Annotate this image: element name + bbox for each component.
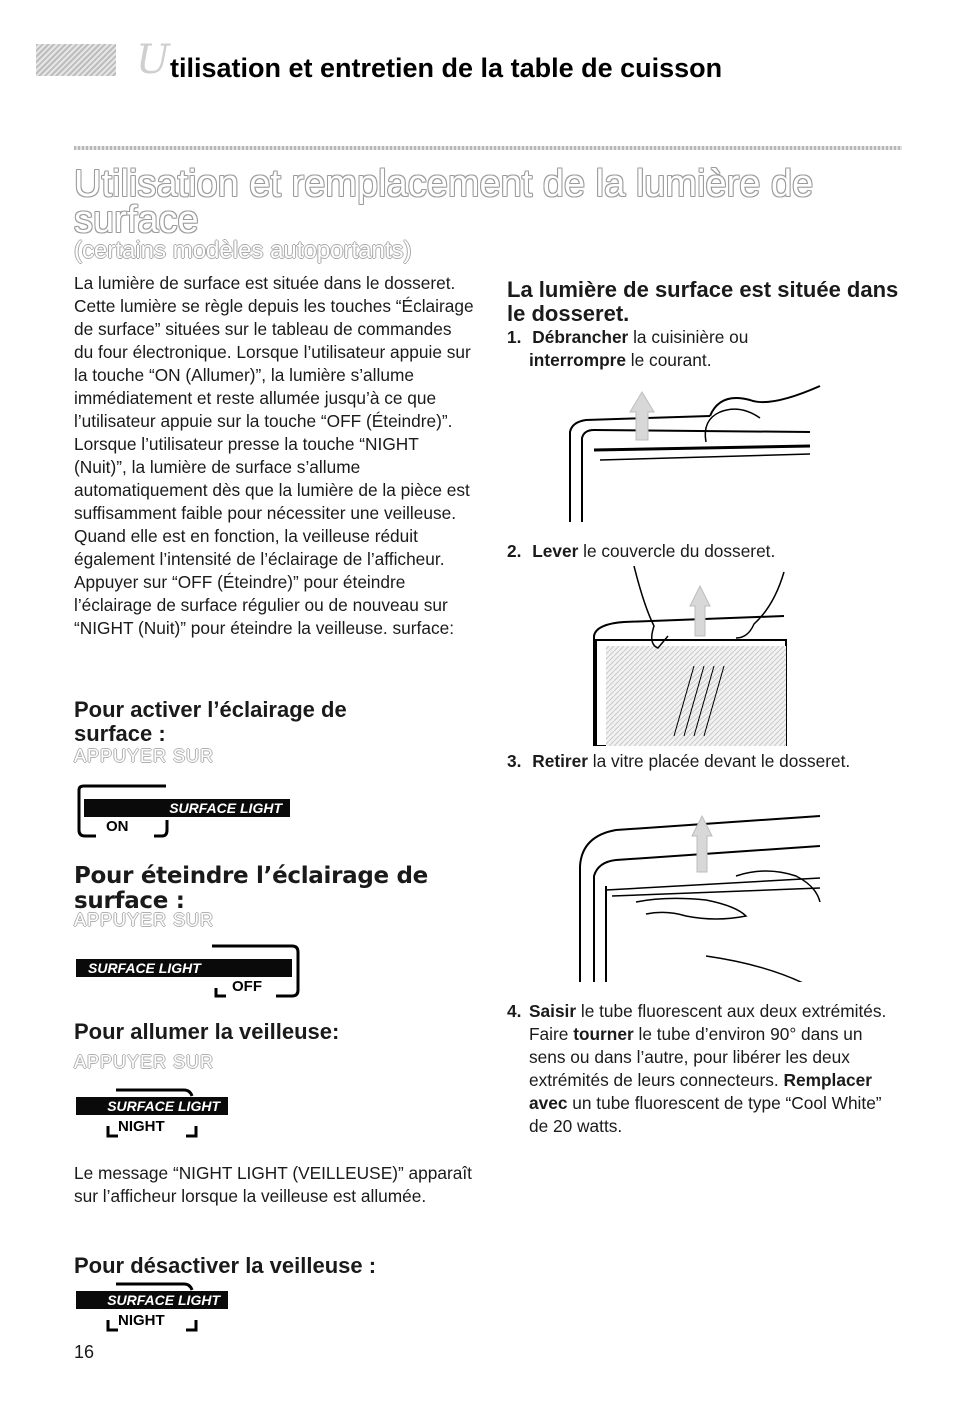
step-action: Retirer: [532, 751, 588, 771]
step-action: tourner: [573, 1024, 634, 1044]
page-number: 16: [74, 1342, 95, 1362]
intro-paragraph: La lumière de surface est située dans le dosseret. Cette lumière se règle depuis les touches “Éclairage de surface” situées sur le tableau de commandes du four électronique. Lorsque l’utilisateur appuie sur la touche “ON (Allumer)”, la lumière s’allume immédiatement et reste allumée jusqu’à ce que l’utilisateur appuie sur la touche “OFF (Éteindre)”. Lorsque l’utilisateur presse la touche “NIGHT (Nuit)”, la lumière de surface s’allume automatiquement dès que la lumière de la pièce est suffisamment faible pour nécessiter une veilleuse. Quand elle est en fonction, la veilleuse réduit également l’intensité de l’éclairage de l’afficheur. Appuyer sur “OFF (Éteindre)” pour éteindre l’éclairage de surface régulier ou de nouveau sur “NIGHT (Nuit)” pour éteindre la veilleuse. surface:: [74, 273, 474, 638]
step-action: Saisir: [529, 1001, 577, 1021]
surface-light-night-key: [76, 1082, 236, 1144]
header-title: tilisation et entretien de la table de cuisson: [170, 53, 723, 83]
off-key-label: OFF: [232, 978, 262, 995]
step-action: Débrancher: [532, 327, 629, 347]
step-text: un tube fluorescent de type “Cool White” de 20 watts.: [529, 1093, 882, 1136]
section-title-line1: Utilisation et remplacement de la lumière de: [74, 163, 814, 205]
step-4: [507, 1000, 887, 1138]
press-on-label: APPUYER SUR: [74, 1052, 215, 1072]
step-action: Lever: [532, 541, 579, 561]
remove-glass-icon: [576, 806, 826, 982]
night-light-off-heading: Pour désactiver la veilleuse :: [74, 1253, 377, 1278]
press-on-label: APPUYER SUR: [74, 910, 215, 930]
on-key-label: ON: [106, 818, 129, 835]
step-action: Remplacer avec: [529, 1070, 872, 1113]
backsplash-illustration-1: [560, 382, 830, 522]
right-heading: La lumière de surface est située dans le dosseret.: [507, 277, 899, 326]
deactivate-heading: Pour éteindre l’éclairage de surface :: [74, 863, 428, 914]
surface-light-bar: SURFACE LIGHT: [76, 1291, 228, 1309]
activate-heading: Pour activer l’éclairage de surface :: [74, 697, 347, 746]
surface-light-bar: SURFACE LIGHT: [84, 799, 290, 817]
step-text: le tube d’environ 90° dans un sens ou dans l’autre, pour libérer les deux extrémités de leurs connecteurs.: [529, 1024, 863, 1090]
step-text: le courant.: [626, 350, 712, 370]
section-title-line2: surface: [74, 199, 199, 241]
night-key-label: NIGHT: [118, 1312, 165, 1329]
step-number: 4.: [507, 1001, 522, 1021]
night-light-heading: Pour allumer la veilleuse:: [74, 1019, 340, 1044]
backsplash-illustration-2: [584, 566, 794, 746]
night-key-label: NIGHT: [118, 1118, 165, 1135]
night-light-message: Le message “NIGHT LIGHT (VEILLEUSE)” apparaît sur l’afficheur lorsque la veilleuse est allumée.: [74, 1163, 472, 1206]
step-text: le tube fluorescent aux deux extrémités. Faire: [529, 1001, 887, 1044]
step-action: interrompre: [529, 350, 626, 370]
surface-light-night-key-2: [76, 1276, 236, 1338]
step-text: le couvercle du dosseret.: [578, 541, 776, 561]
header-initial: U: [136, 37, 170, 83]
surface-light-bar: SURFACE LIGHT: [76, 1097, 228, 1115]
step-text: la cuisinière ou: [628, 327, 749, 347]
backsplash-cover-icon: [560, 382, 830, 522]
step-2: [507, 540, 907, 563]
header-logo-block: [36, 44, 116, 76]
surface-light-on-key: [76, 784, 294, 842]
lift-cover-icon: [584, 566, 794, 746]
step-1: [507, 326, 907, 372]
section-subtitle: (certains modèles autoportants): [74, 237, 412, 264]
backsplash-illustration-3: [576, 806, 826, 982]
header-divider: [74, 146, 902, 150]
step-number: 2.: [507, 541, 522, 561]
press-on-label: APPUYER SUR: [74, 746, 215, 766]
surface-light-bar: SURFACE LIGHT: [76, 959, 292, 977]
step-text: la vitre placée devant le dosseret.: [587, 751, 851, 771]
step-number: 3.: [507, 751, 522, 771]
step-3: [507, 750, 927, 773]
step-number: 1.: [507, 327, 522, 347]
surface-light-off-key: [76, 944, 302, 1002]
